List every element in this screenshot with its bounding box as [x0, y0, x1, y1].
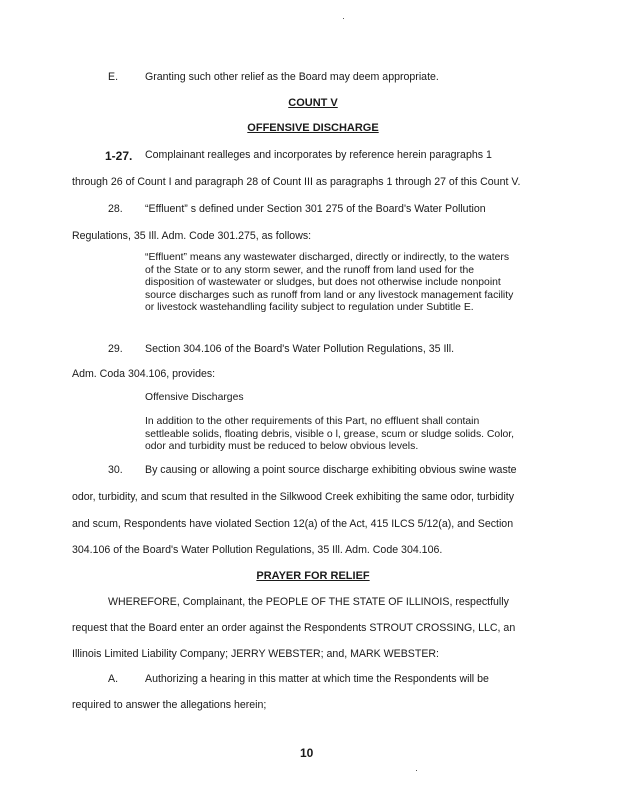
para30-line3: and scum, Respondents have violated Section 12(a) of the Act, 415 ILCS 5/12(a), and Section: [72, 518, 514, 530]
para28-line1: “Effluent” s defined under Section 301 275 of the Board's Water Pollution: [145, 203, 486, 215]
para29-quote-title: Offensive Discharges: [145, 392, 244, 403]
item-e-text: Granting such other relief as the Board may deem appropriate.: [145, 71, 439, 83]
item-e-marker: E.: [108, 71, 119, 83]
page-number: 10: [300, 746, 314, 760]
para30-number: 30.: [108, 464, 123, 476]
para28-line2: Regulations, 35 Ill. Adm. Code 301.275, as follows:: [72, 230, 312, 242]
scan-speck: [343, 18, 344, 19]
prayer-heading: PRAYER FOR RELIEF: [256, 570, 370, 582]
offense-heading: OFFENSIVE DISCHARGE: [247, 122, 379, 134]
wherefore-line1: WHEREFORE, Complainant, the PEOPLE OF THE STATE OF ILLINOIS, respectfully: [108, 596, 509, 608]
para27-line2: through 26 of Count I and paragraph 28 of Count III as paragraphs 1 through 27 of this Count V.: [72, 176, 521, 188]
para29-number: 29.: [108, 343, 123, 355]
para30-line4: 304.106 of the Board's Water Pollution Regulations, 35 Ill. Adm. Code 304.106.: [72, 544, 443, 556]
item-a-line1: Authorizing a hearing in this matter at which time the Respondents will be: [145, 673, 489, 685]
para27-number: 1-27.: [105, 149, 133, 163]
wherefore-line3: Illinois Limited Liability Company; JERRY WEBSTER; and, MARK WEBSTER:: [72, 648, 439, 660]
para29-line2: Adm. Coda 304.106, provides:: [72, 368, 216, 380]
para27-line1: Complainant realleges and incorporates by reference herein paragraphs 1: [145, 149, 492, 161]
wherefore-line2: request that the Board enter an order against the Respondents STROUT CROSSING, LLC, an: [72, 622, 516, 634]
item-a-marker: A.: [108, 673, 119, 685]
para28-number: 28.: [108, 203, 123, 215]
para28-quote: “Effluent” means any wastewater discharged, directly or indirectly, to the waters of the State or to any storm sewer, and the runoff from land used for the disposition of wastewater or sludges, but does not otherwise include nonpoint source discharges such as runoff from land or any livestock management facility or livestock wastehandling facility subject to regulation under Subtitle E.: [145, 252, 514, 314]
para30-line2: odor, turbidity, and scum that resulted in the Silkwood Creek exhibiting the same odor, turbidity: [72, 491, 515, 503]
scan-speck: [416, 770, 417, 771]
para30-line1: By causing or allowing a point source discharge exhibiting obvious swine waste: [145, 464, 517, 476]
para29-quote: In addition to the other requirements of this Part, no effluent shall contain settleable solids, floating debris, visible o l, grease, scum or sludge solids. Color, odor and turbidity must be reduced to below obvious levels.: [145, 416, 515, 453]
para29-line1: Section 304.106 of the Board's Water Pollution Regulations, 35 Ill.: [145, 343, 455, 355]
count-heading: COUNT V: [288, 97, 338, 109]
item-a-line2: required to answer the allegations herein;: [72, 699, 267, 711]
